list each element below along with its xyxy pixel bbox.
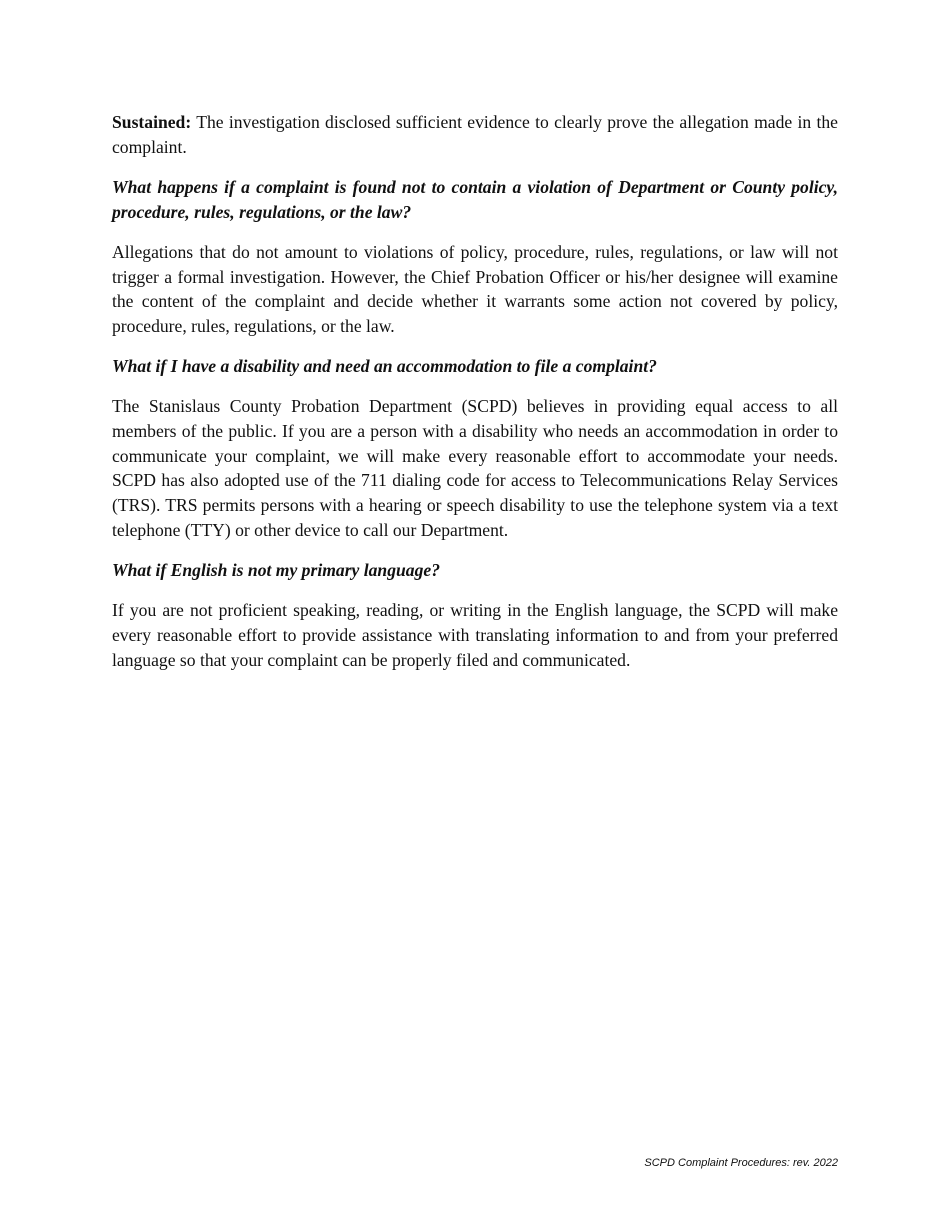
question-no-violation: What happens if a complaint is found not to contain a violation of Department or County policy, procedure, rules, regulations, or the law? <box>112 176 838 222</box>
answer-no-violation: Allegations that do not amount to violations of policy, procedure, rules, regulations, or law will not trigger a formal investigation. However, the Chief Probation Officer or his/her designee will examine the content of the complaint and decide whether it warrants some action not covered by policy, procedure, rules, regulations, or the law. <box>112 241 838 336</box>
sustained-text: The investigation disclosed sufficient evidence to clearly prove the allegation made in the complaint. <box>112 112 838 157</box>
answer-disability-accommodation: The Stanislaus County Probation Department (SCPD) believes in providing equal access to all members of the public. If you are a person with a disability who needs an accommodation in order to communicate your complaint, we will make every reasonable effort to accommodate your needs. SCPD has also adopted use of the 711 dialing code for access to Telecommunications Relay Services (TRS). TRS permits persons with a hearing or speech disability to use the telephone system via a text telephone (TTY) or other device to call our Department. <box>112 396 838 540</box>
sustained-definition <box>112 110 838 159</box>
sustained-term: Sustained: <box>112 112 192 132</box>
question-disability-accommodation: What if I have a disability and need an accommodation to file a complaint? <box>112 356 657 377</box>
question-primary-language: What if English is not my primary language? <box>112 560 440 581</box>
page-footer: SCPD Complaint Procedures: rev. 2022 <box>644 1157 838 1169</box>
document-body <box>112 110 838 688</box>
answer-primary-language: If you are not proficient speaking, reading, or writing in the English language, the SCPD will make every reasonable effort to provide assistance with translating information to and from your preferred language so that your complaint can be properly filed and communicated. <box>112 600 838 670</box>
